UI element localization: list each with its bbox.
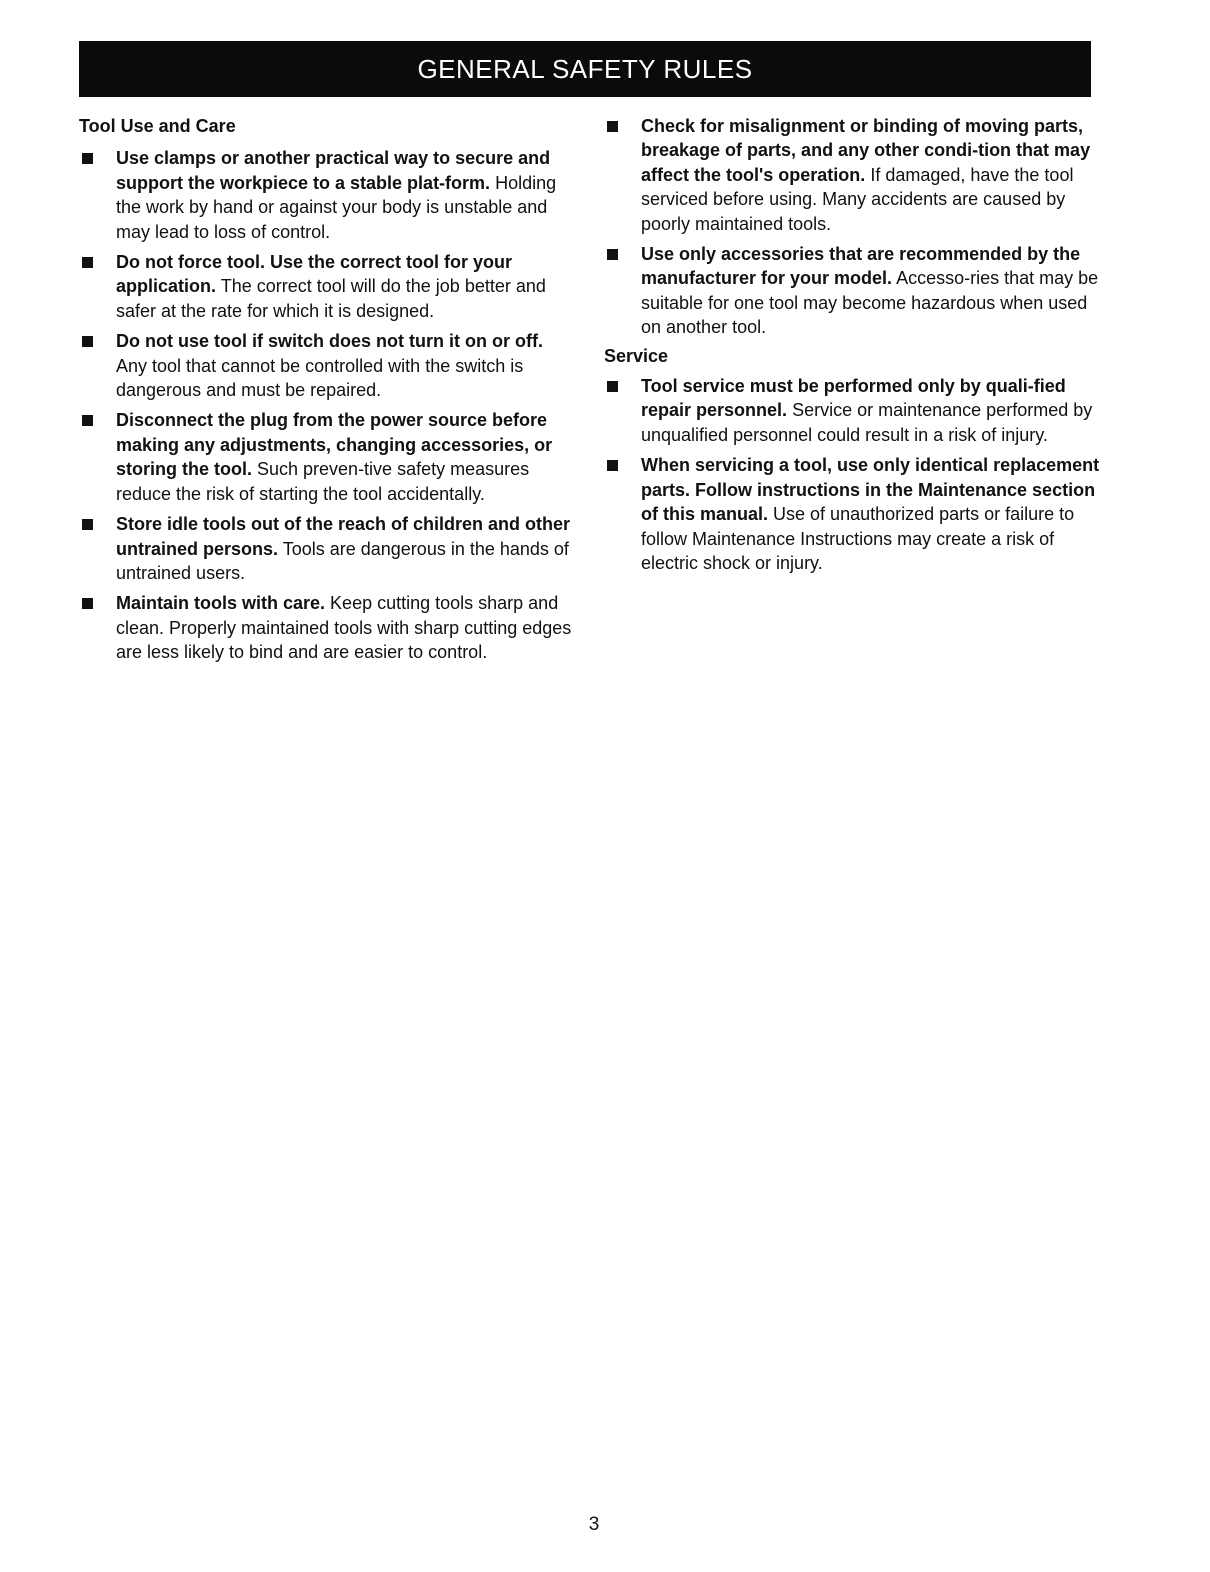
square-bullet-icon: [82, 519, 93, 530]
section-heading-service: Service: [604, 345, 669, 366]
right-column: [604, 114, 1100, 581]
square-bullet-icon: [82, 598, 93, 609]
section-heading-tool-use: Tool Use and Care: [79, 116, 236, 136]
rule-body-text: If damaged, have the tool serviced before using. Many accidents are caused by poorly maintained tools.: [641, 164, 1074, 234]
rule-item: [79, 250, 575, 323]
page-title: GENERAL SAFETY RULES: [417, 53, 753, 84]
rule-bold-text: Use only accessories that are recommended by the manufacturer for your model.: [641, 244, 1081, 289]
square-bullet-icon: [82, 415, 93, 426]
rule-item: [604, 114, 1100, 236]
rule-body-text: Service or maintenance performed by unqualified personnel could result in a risk of injury.: [641, 400, 1093, 445]
rule-bold-text: Use clamps or another practical way to secure and support the workpiece to a stable plat-form.: [116, 148, 551, 193]
rule-body-text: Holding the work by hand or against your body is unstable and may lead to loss of control.: [116, 172, 557, 242]
square-bullet-icon: [607, 381, 618, 392]
square-bullet-icon: [607, 121, 618, 132]
rule-bold-text: Do not use tool if switch does not turn it on or off.: [116, 331, 543, 352]
rule-bold-text: Check for misalignment or binding of moving parts, breakage of parts, and any other condi-tion that may affect the tool's operation.: [641, 116, 1091, 185]
rule-bold-text: When servicing a tool, use only identical replacement parts. Follow instructions in the Maintenance section of this manual.: [641, 455, 1100, 525]
rule-body-text: Such preven-tive safety measures reduce the risk of starting the tool accidentally.: [116, 459, 530, 504]
square-bullet-icon: [82, 153, 93, 164]
square-bullet-icon: [607, 460, 618, 471]
rule-bold-text: Do not force tool. Use the correct tool for your application.: [116, 252, 513, 297]
rule-bold-text: Tool service must be performed only by quali-fied repair personnel.: [641, 376, 1066, 421]
rule-item: [79, 591, 575, 664]
square-bullet-icon: [82, 336, 93, 347]
page-number: 3: [588, 1514, 600, 1535]
rule-bold-text: Maintain tools with care.: [116, 593, 326, 614]
rule-body-text: Accesso-ries that may be suitable for one tool may become hazardous when used on another tool.: [641, 268, 1099, 338]
rule-item: [79, 408, 575, 506]
rule-body-text: Tools are dangerous in the hands of untrained users.: [116, 538, 569, 583]
rule-item: [79, 146, 575, 244]
rule-body-text: Use of unauthorized parts or failure to follow Maintenance Instructions may create a risk of electric shock or injury.: [641, 504, 1075, 573]
rule-item: [604, 242, 1100, 340]
rule-body-text: Any tool that cannot be controlled with the switch is dangerous and must be repaired.: [116, 355, 524, 401]
left-column: [79, 114, 575, 671]
rule-item: [604, 374, 1100, 447]
square-bullet-icon: [607, 249, 618, 260]
section-title-bar: [79, 41, 1091, 97]
rule-item: [79, 329, 575, 402]
rule-bold-text: Store idle tools out of the reach of children and other untrained persons.: [116, 514, 571, 559]
rule-body-text: Keep cutting tools sharp and clean. Properly maintained tools with sharp cutting edges are less likely to bind and are easier to control.: [116, 593, 572, 663]
rule-item: [604, 453, 1100, 575]
rule-item: [79, 512, 575, 585]
rule-bold-text: Disconnect the plug from the power source before making any adjustments, changing accessories, or storing the tool.: [116, 410, 553, 480]
square-bullet-icon: [82, 257, 93, 268]
rule-body-text: The correct tool will do the job better and safer at the rate for which it is designed.: [116, 276, 546, 321]
